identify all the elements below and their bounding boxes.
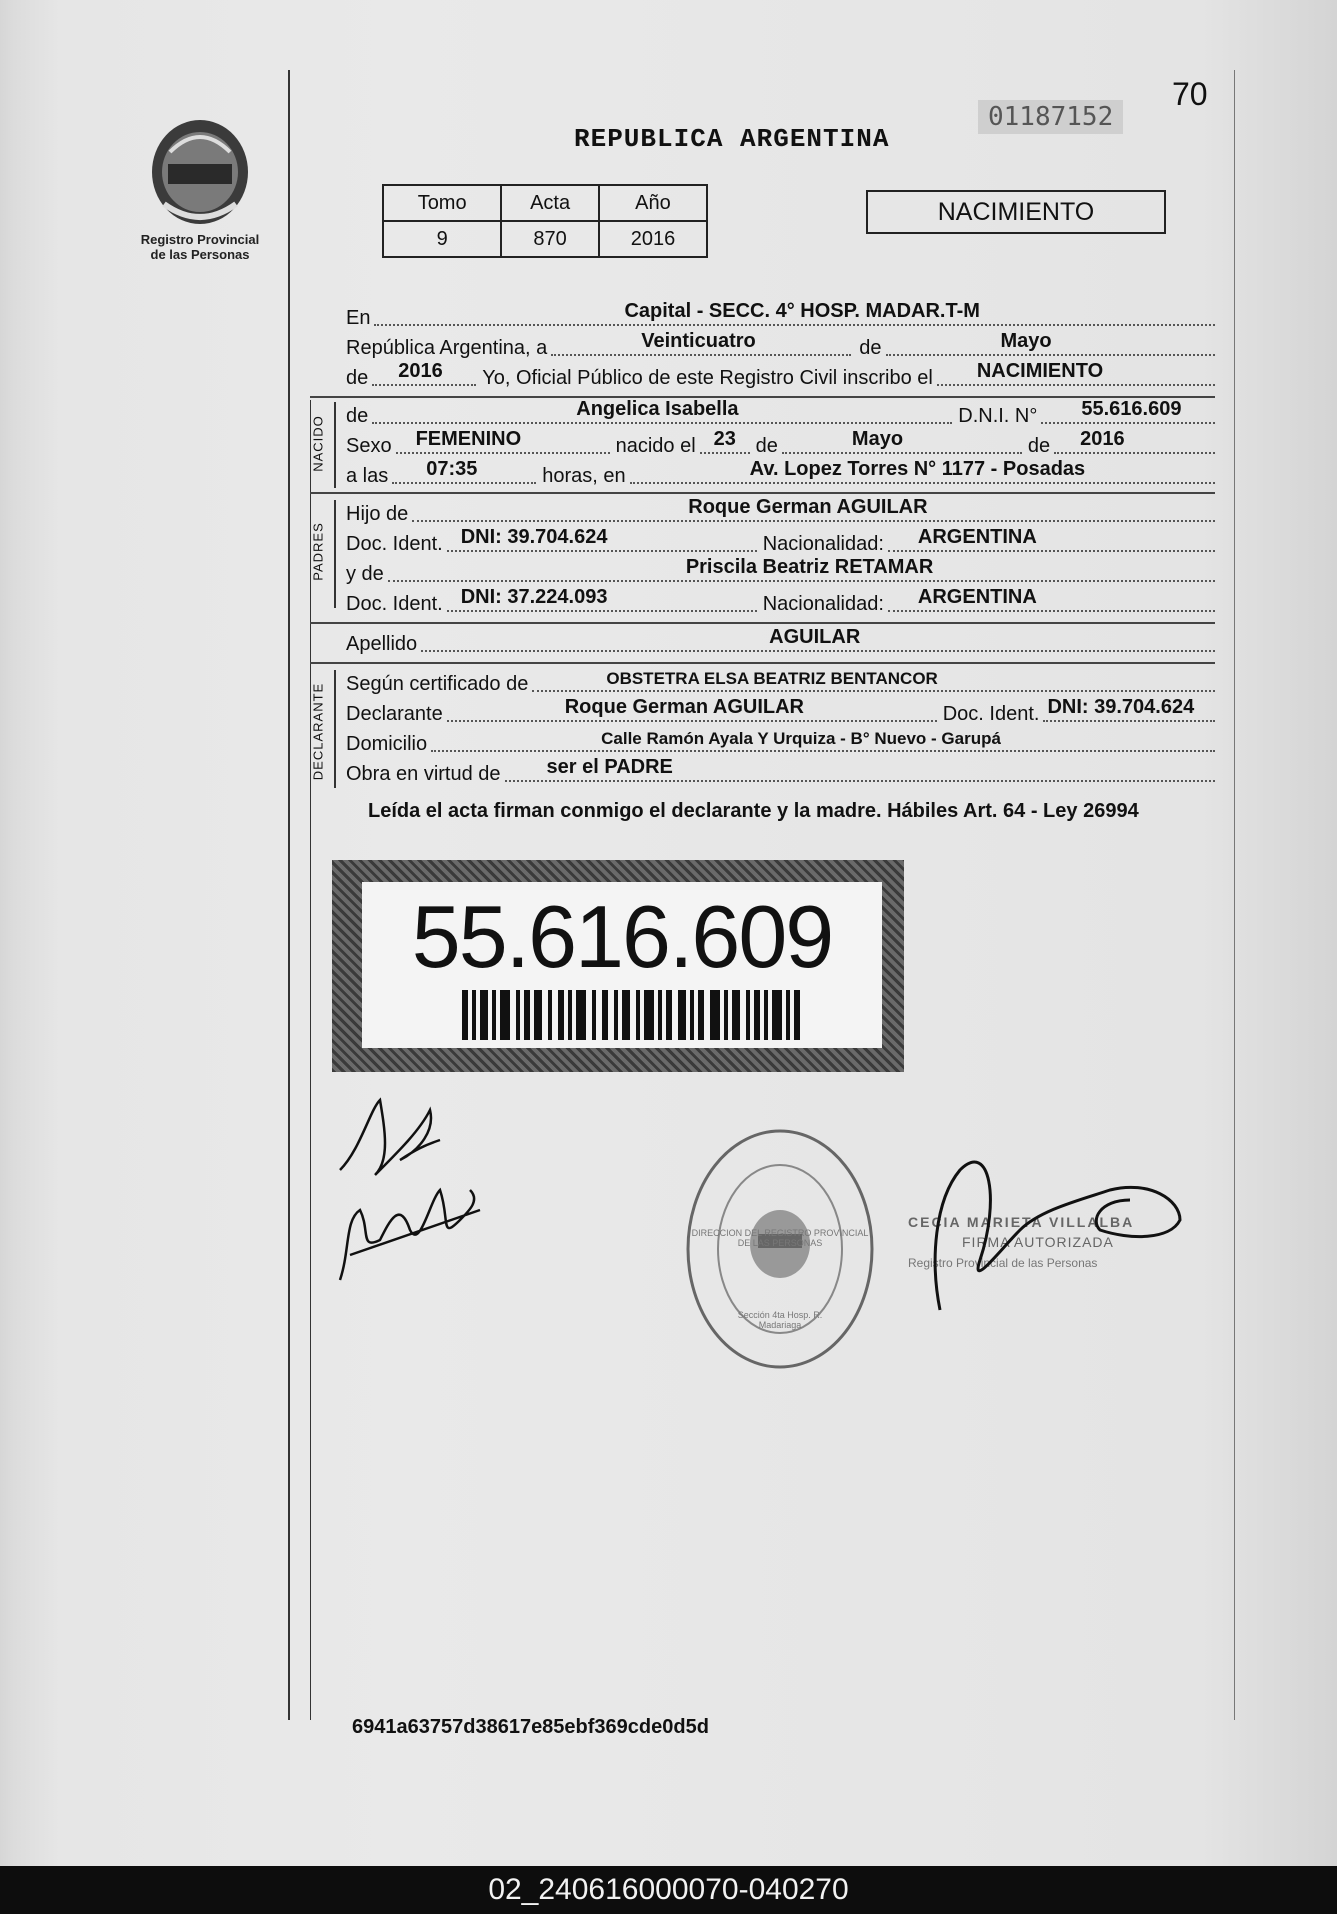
republica-label: República Argentina, a [346, 337, 548, 359]
child-name-value: Angelica Isabella [576, 398, 739, 420]
decl-label: Declarante [346, 703, 443, 725]
de-month-label: de [755, 435, 778, 457]
folio-number: 70 [1172, 76, 1208, 112]
row-name [346, 398, 1215, 428]
obra-label: Obra en virtud de [346, 763, 501, 785]
declarante-bar [334, 670, 336, 788]
closing-note: Leída el acta firman conmigo el declarante y la madre. Hábiles Art. 64 - Ley 26994 [368, 800, 1139, 822]
anio-header: Año [599, 185, 707, 221]
acta-value: 870 [501, 221, 599, 257]
father-value: Roque German AGUILAR [688, 496, 928, 518]
document-hash: 6941a63757d38617e85ebf369cde0d5d [352, 1716, 709, 1738]
row-mother-doc [346, 586, 1215, 616]
mother-nat-label: Nacionalidad: [762, 593, 884, 615]
row-certificado [346, 666, 1215, 696]
row-time [346, 458, 1215, 488]
dni-label: D.N.I. N° [958, 405, 1038, 427]
cert-value: OBSTETRA ELSA BEATRIZ BENTANCOR [606, 669, 938, 688]
official-role: FIRMA AUTORIZADA [962, 1234, 1114, 1250]
section-separator [310, 492, 1215, 494]
dom-value: Calle Ramón Ayala Y Urquiza - B° Nuevo - Garupá [601, 729, 1001, 748]
year-value: 2016 [398, 360, 443, 382]
birth-year-value: 2016 [1080, 428, 1125, 450]
sexo-value: FEMENINO [415, 428, 522, 450]
section-separator [310, 622, 1215, 624]
scan-footer-id: 02_240616000070-040270 [0, 1866, 1337, 1914]
en-label: En [346, 307, 371, 329]
obra-value: ser el PADRE [546, 756, 673, 778]
row-sex [346, 428, 1215, 458]
decl-doc-label: Doc. Ident. [942, 703, 1040, 725]
stamp-inner-text: Sección 4ta Hosp. R. Madariaga [737, 1310, 823, 1330]
book-reference-table [382, 184, 708, 258]
row-inscribo [346, 360, 1215, 390]
mother-doc-label: Doc. Ident. [346, 593, 443, 615]
declarante-label: DECLARANTE [310, 682, 326, 781]
yde-label: y de [346, 563, 384, 585]
de-year-label: de [346, 367, 369, 389]
row-father [346, 496, 1215, 526]
mother-nat-value: ARGENTINA [917, 586, 1037, 608]
father-doc-label: Doc. Ident. [346, 533, 443, 555]
nacido-label: NACIDO [310, 415, 326, 472]
mother-doc-value: DNI: 37.224.093 [460, 586, 608, 608]
sexo-label: Sexo [346, 435, 392, 457]
month-value: Mayo [1000, 330, 1052, 352]
row-apellido [346, 626, 1215, 656]
dni-sticker [332, 860, 904, 1072]
row-date [346, 330, 1215, 360]
hijo-label: Hijo de [346, 503, 409, 525]
country-title: REPUBLICA ARGENTINA [574, 124, 890, 154]
barcode-icon [462, 990, 802, 1040]
apellido-label: Apellido [346, 633, 418, 655]
registry-stamp [680, 1124, 880, 1374]
anio-value: 2016 [599, 221, 707, 257]
birth-day-value: 23 [713, 428, 736, 450]
tomo-value: 9 [383, 221, 501, 257]
padres-bar [334, 500, 336, 608]
de-label: de [859, 337, 882, 359]
provincial-emblem [140, 112, 260, 232]
father-nat-label: Nacionalidad: [762, 533, 884, 555]
row-domicilio [346, 726, 1215, 756]
stamp-ring-text: DIRECCION DEL REGISTRO PROVINCIAL DE LAS PERSONAS [691, 1228, 869, 1248]
day-words-value: Veinticuatro [641, 330, 756, 352]
serial-number: 01187152 [978, 100, 1123, 134]
row-mother [346, 556, 1215, 586]
row-obra [346, 756, 1215, 786]
inscribo-value: NACIMIENTO [976, 360, 1104, 382]
nacido-bar [334, 402, 336, 488]
child-dni-value: 55.616.609 [1081, 398, 1182, 420]
father-nat-value: ARGENTINA [917, 526, 1037, 548]
birth-time-value: 07:35 [426, 458, 478, 480]
mother-value: Priscila Beatriz RETAMAR [685, 556, 934, 578]
row-place [346, 300, 1215, 330]
acta-header: Acta [501, 185, 599, 221]
right-margin-line [1234, 70, 1235, 1720]
row-declarante [346, 696, 1215, 726]
inscribo-label: Yo, Oficial Público de este Registro Civil inscribo el [482, 367, 933, 389]
de-name-label: de [346, 405, 369, 427]
decl-value: Roque German AGUILAR [564, 696, 804, 718]
left-margin-line [288, 70, 290, 1720]
horas-label: horas, en [542, 465, 626, 487]
birth-address-value: Av. Lopez Torres N° 1177 - Posadas [749, 458, 1086, 480]
row-father-doc [346, 526, 1215, 556]
record-type-box: NACIMIENTO [866, 190, 1166, 234]
dni-sticker-number: 55.616.609 [411, 887, 833, 986]
official-name: CECIA MARIETA VILLALBA [908, 1214, 1135, 1230]
decl-doc-value: DNI: 39.704.624 [1047, 696, 1195, 718]
place-value: Capital - SECC. 4° HOSP. MADAR.T-M [624, 300, 980, 322]
cert-label: Según certificado de [346, 673, 529, 695]
registry-name: Registro Provincial de las Personas [140, 232, 260, 262]
nacido-el-label: nacido el [615, 435, 696, 457]
birth-month-value: Mayo [851, 428, 904, 450]
father-doc-value: DNI: 39.704.624 [460, 526, 608, 548]
official-office: Registro Provincial de las Personas [908, 1256, 1098, 1270]
padres-label: PADRES [310, 522, 326, 581]
tomo-header: Tomo [383, 185, 501, 221]
section-separator [310, 662, 1215, 664]
apellido-value: AGUILAR [769, 626, 861, 648]
de-year2-label: de [1027, 435, 1051, 457]
dni-sticker-label [362, 882, 882, 1048]
alas-label: a las [346, 465, 389, 487]
dom-label: Domicilio [346, 733, 428, 755]
mother-signature [330, 1160, 490, 1290]
official-signature [900, 1140, 1200, 1330]
